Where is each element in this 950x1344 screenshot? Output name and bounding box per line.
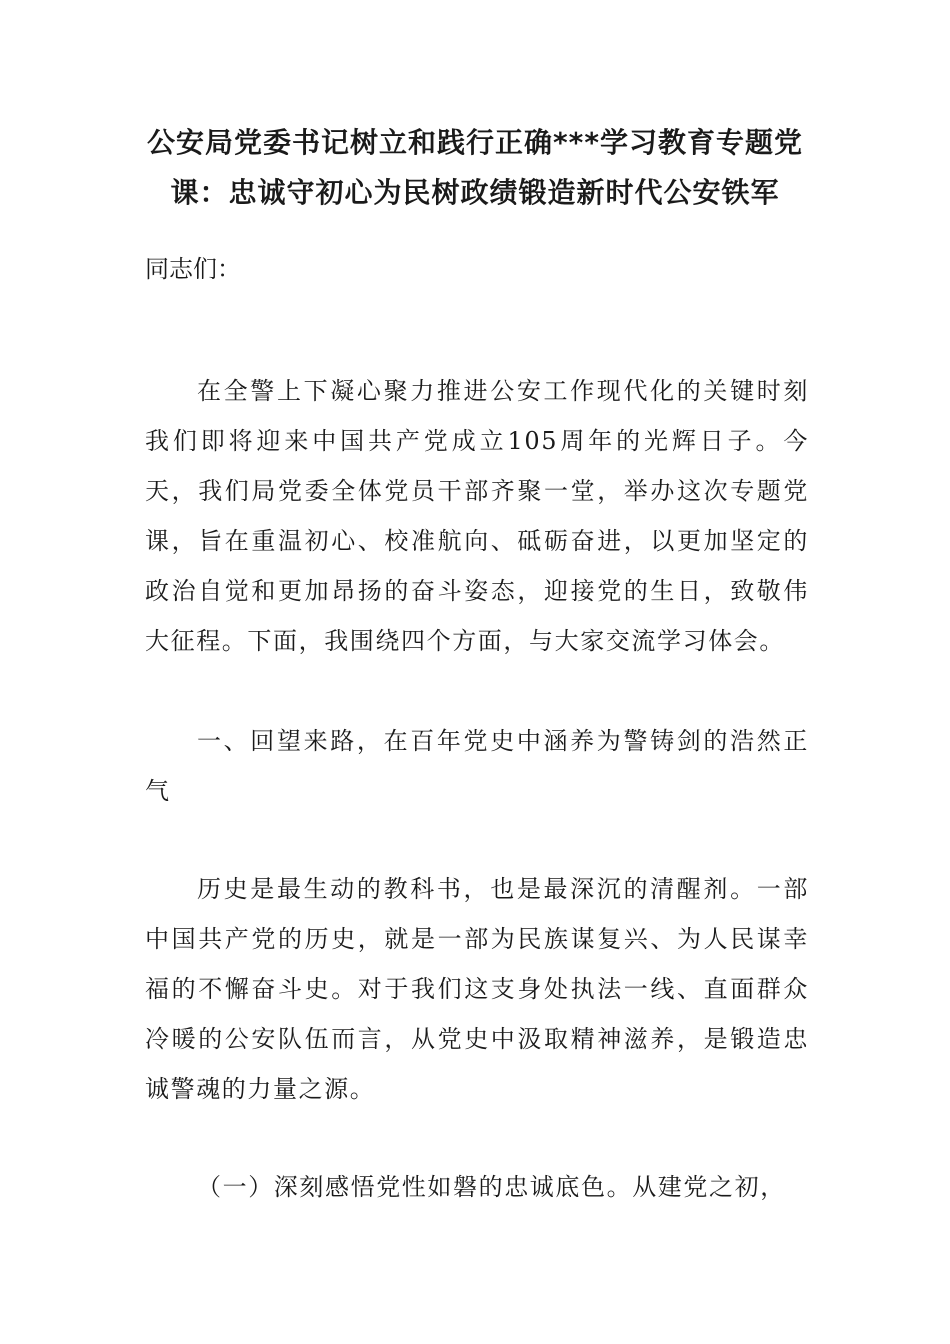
subsection-heading-1: （一）深刻感悟党性如磐的忠诚底色。从建党之初， [197, 1173, 786, 1201]
paragraph-intro: 在全警上下凝心聚力推进公安工作现代化的关键时刻我们即将迎来中国共产党成立105周年的光辉日子。今天，我们局党委全体党员干部齐聚一堂，举办这次专题党课，旨在重温初心、校准航向、砥砺奋进，以更加坚定的政治自觉和更加昂扬的奋斗姿态，迎接党的生日，致敬伟大征程。下面，我围绕四个方面，与大家交流学习体会。 [145, 377, 809, 655]
paragraph-history: 历史是最生动的教科书，也是最深沉的清醒剂。一部中国共产党的历史，就是一部为民族谋复兴、为人民谋幸福的不懈奋斗史。对于我们这支身处执法一线、直面群众冷暖的公安队伍而言，从党史中汲取精神滋养，是锻造忠诚警魂的力量之源。 [145, 875, 809, 1103]
section-heading-1: 一、回望来路，在百年党史中涵养为警铸剑的浩然正气 [145, 727, 809, 805]
salutation: 同志们： [145, 255, 241, 283]
document-title: 公安局党委书记树立和践行正确***学习教育专题党课：忠诚守初心为民树政绩锻造新时代公安铁军 [147, 126, 803, 209]
